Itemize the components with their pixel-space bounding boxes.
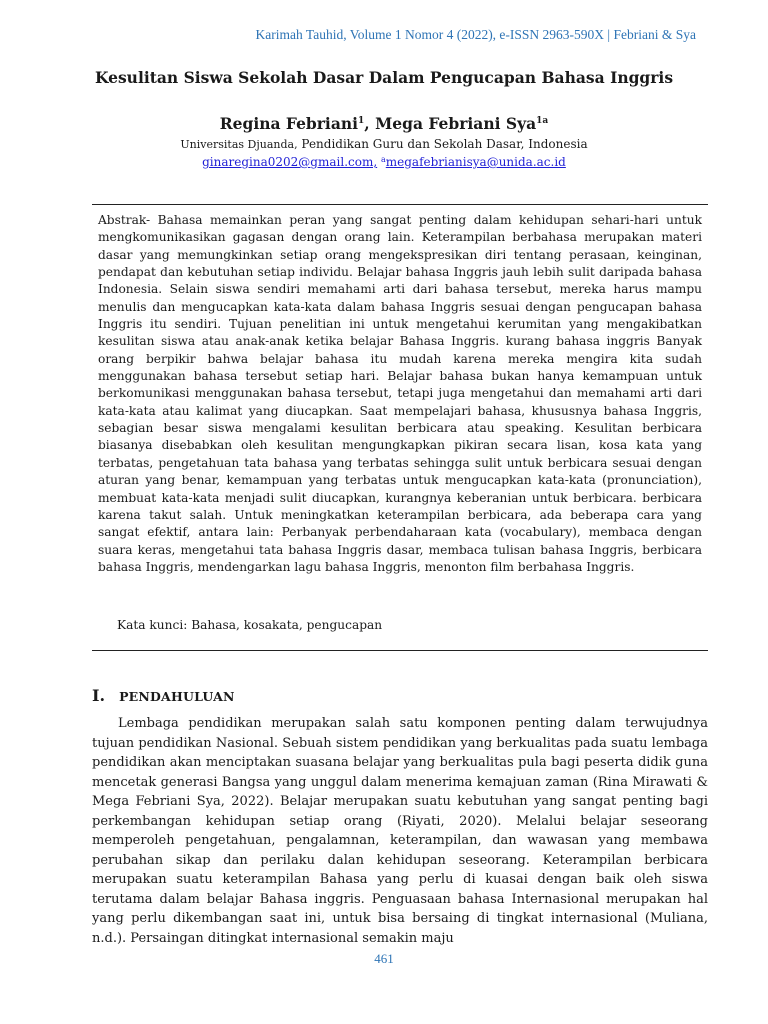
author-affiliation-mark: 1	[358, 116, 365, 126]
author-name: Regina Febriani	[219, 114, 359, 133]
abstract-top-rule	[92, 204, 708, 205]
email-link[interactable]: ginaregina0202@gmail.com,	[202, 155, 378, 169]
affiliation-department: Pendidikan Guru dan Sekolah Dasar, Indonesia	[301, 137, 588, 151]
section-heading	[92, 686, 235, 705]
author-affiliation-mark: 1a	[536, 116, 549, 126]
section-label: PENDAHULUAN	[119, 689, 235, 704]
author-separator: ,	[364, 114, 376, 133]
author-name: Mega Febriani Sya	[375, 114, 537, 133]
author-list	[0, 114, 768, 133]
email-mark: a	[380, 155, 386, 164]
running-head: Karimah Tauhid, Volume 1 Nomor 4 (2022), e-ISSN 2963-590X | Febriani & Sya	[255, 27, 696, 42]
paper-title: Kesulitan Siswa Sekolah Dasar Dalam Pengucapan Bahasa Inggris	[94, 68, 674, 87]
affiliation	[0, 137, 768, 151]
email-link[interactable]: megafebrianisya@unida.ac.id	[385, 155, 566, 169]
body-paragraph: Lembaga pendidikan merupakan salah satu komponen penting dalam terwujudnya tujuan pendidikan Nasional. Sebuah sistem pendidikan yang berkualitas pada suatu lembaga pendidikan akan menciptakan suasana belajar yang berkualitas pula bagi peserta didik guna mencetak generasi Bangsa yang unggul dalam menerima kemajuan zaman (Rina Mirawati & Mega Febriani Sya, 2022). Belajar merupakan suatu kebutuhan yang sangat penting bagi perkembangan kehidupan setiap orang (Riyati, 2020). Melalui belajar seseorang memperoleh pengetahuan, pengalamnan, keterampilan, dan wawasan yang membawa perubahan sikap dan perilaku dalan kehidupan seseorang. Keterampilan berbicara merupakan suatu keterampilan Bahasa yang perlu di kuasai dengan baik oleh siswa terutama dalam belajar Bahasa inggris. Penguasaan bahasa Internasional merupakan hal yang perlu dikembangan saat ini, untuk bisa bersaing di tingkat internasional (Muliana, n.d.). Persaingan ditingkat internasional semakin maju	[92, 716, 708, 947]
abstract-bottom-rule	[92, 650, 708, 651]
page-number: 461	[374, 951, 394, 966]
author-emails	[0, 155, 768, 169]
affiliation-institution: Universitas Djuanda,	[180, 138, 298, 151]
keywords: Kata kunci: Bahasa, kosakata, pengucapan	[117, 618, 383, 632]
section-number: I.	[92, 686, 106, 705]
abstract-text: Abstrak- Bahasa memainkan peran yang sangat penting dalam kehidupan sehari-hari untuk mengkomunikasikan gagasan dengan orang lain. Keterampilan berbahasa merupakan materi dasar yang memungkinkan setiap orang mengekspresikan diri tentang perasaan, keinginan, pendapat dan kebutuhan setiap individu. Belajar bahasa Inggris jauh lebih sulit daripada bahasa Indonesia. Selain siswa sendiri memahami arti dari bahasa tersebut, mereka harus mampu menulis dan mengucapkan kata-kata dalam bahasa Inggris sesuai dengan pengucapan bahasa Inggris itu sendiri. Tujuan penelitian ini untuk mengetahui kerumitan yang mengakibatkan kesulitan siswa atau anak-anak ketika belajar Bahasa Inggris. kurang bahasa inggris Banyak orang berpikir bahwa belajar bahasa itu mudah karena mereka mengira kita sudah menggunakan bahasa tersebut setiap hari. Belajar bahasa bukan hanya kemampuan untuk berkomunikasi menggunakan bahasa tersebut, tetapi juga mengetahui dan memahami arti dari kata-kata atau kalimat yang diucapkan. Saat mempelajari bahasa, khususnya bahasa Inggris, sebagian besar siswa mengalami kesulitan berbicara atau speaking. Kesulitan berbicara biasanya disebabkan oleh kesulitan mengungkapkan pikiran secara lisan, kosa kata yang terbatas, pengetahuan tata bahasa yang terbatas sehingga sulit untuk berbicara sesuai dengan aturan yang benar, kemampuan yang terbatas untuk mengucapkan kata-kata (pronunciation), membuat kata-kata menjadi sulit diucapkan, kurangnya keberanian untuk berbicara. berbicara karena takut salah. Untuk meningkatkan keterampilan berbicara, ada beberapa cara yang sangat efektif, antara lain: Perbanyak perbendaharaan kata (vocabulary), membaca dengan suara keras, mengetahui tata bahasa Inggris dasar, membaca tulisan bahasa Inggris, berbicara bahasa Inggris, mendengarkan lagu bahasa Inggris, menonton film berbahasa Inggris.	[98, 213, 702, 574]
